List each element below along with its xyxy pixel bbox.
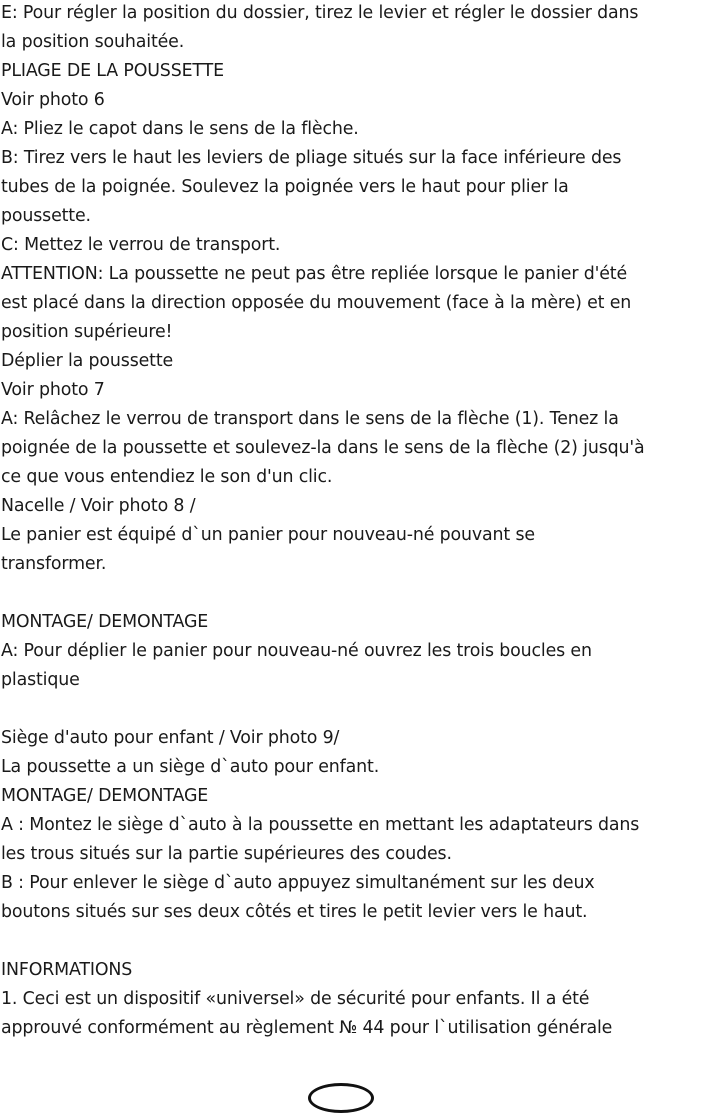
text-line: Voir photo 7 [1, 380, 105, 400]
text-line: B : Pour enlever le siège d`auto appuyez simultanément sur les deux [1, 873, 595, 893]
text-line: position supérieure! [1, 322, 173, 342]
text-line: E: Pour régler la position du dossier, tirez le levier et régler le dossier dans [1, 3, 639, 23]
text-line: approuvé conformément au règlement № 44 pour l`utilisation générale [1, 1018, 613, 1038]
section-heading: MONTAGE/ DEMONTAGE [1, 612, 209, 632]
text-line: ce que vous entendiez le son d'un clic. [1, 467, 333, 487]
section-heading: Nacelle / Voir photo 8 / [1, 496, 196, 516]
text-line: poussette. [1, 206, 91, 226]
section-heading: INFORMATIONS [1, 960, 133, 980]
section-heading: Siège d'auto pour enfant / Voir photo 9/ [1, 728, 340, 748]
text-line: poignée de la poussette et soulevez-la dans le sens de la flèche (2) jusqu'à [1, 438, 645, 458]
text-line: 1. Ceci est un dispositif «universel» de sécurité pour enfants. Il a été [1, 989, 590, 1009]
blank-line [1, 695, 715, 724]
text-line: A: Relâchez le verrou de transport dans le sens de la flèche (1). Tenez la [1, 409, 619, 429]
blank-line [1, 927, 715, 956]
text-line: transformer. [1, 554, 107, 574]
text-line: boutons situés sur ses deux côtés et tires le petit levier vers le haut. [1, 902, 588, 922]
section-heading: MONTAGE/ DEMONTAGE [1, 786, 209, 806]
section-heading: Déplier la poussette [1, 351, 174, 371]
text-line: plastique [1, 670, 80, 690]
text-line: les trous situés sur la partie supérieures des coudes. [1, 844, 452, 864]
text-line: A : Montez le siège d`auto à la poussette en mettant les adaptateurs dans [1, 815, 640, 835]
text-line: B: Tirez vers le haut les leviers de pliage situés sur la face inférieure des [1, 148, 622, 168]
text-line: La poussette a un siège d`auto pour enfant. [1, 757, 380, 777]
warning-line: ATTENTION: La poussette ne peut pas être repliée lorsque le panier d'été [1, 264, 628, 284]
text-line: A: Pliez le capot dans le sens de la flèche. [1, 119, 359, 139]
text-line: A: Pour déplier le panier pour nouveau-né ouvrez les trois boucles en [1, 641, 592, 661]
text-line: Voir photo 6 [1, 90, 105, 110]
page-number-oval [308, 1083, 374, 1113]
blank-line [1, 579, 715, 608]
document-text [1, 0, 715, 1043]
section-heading: PLIAGE DE LA POUSSETTE [1, 61, 224, 81]
text-line: la position souhaitée. [1, 32, 185, 52]
text-line: tubes de la poignée. Soulevez la poignée vers le haut pour plier la [1, 177, 569, 197]
text-line: C: Mettez le verrou de transport. [1, 235, 281, 255]
text-line: Le panier est équipé d`un panier pour nouveau-né pouvant se [1, 525, 535, 545]
text-line: est placé dans la direction opposée du mouvement (face à la mère) et en [1, 293, 632, 313]
